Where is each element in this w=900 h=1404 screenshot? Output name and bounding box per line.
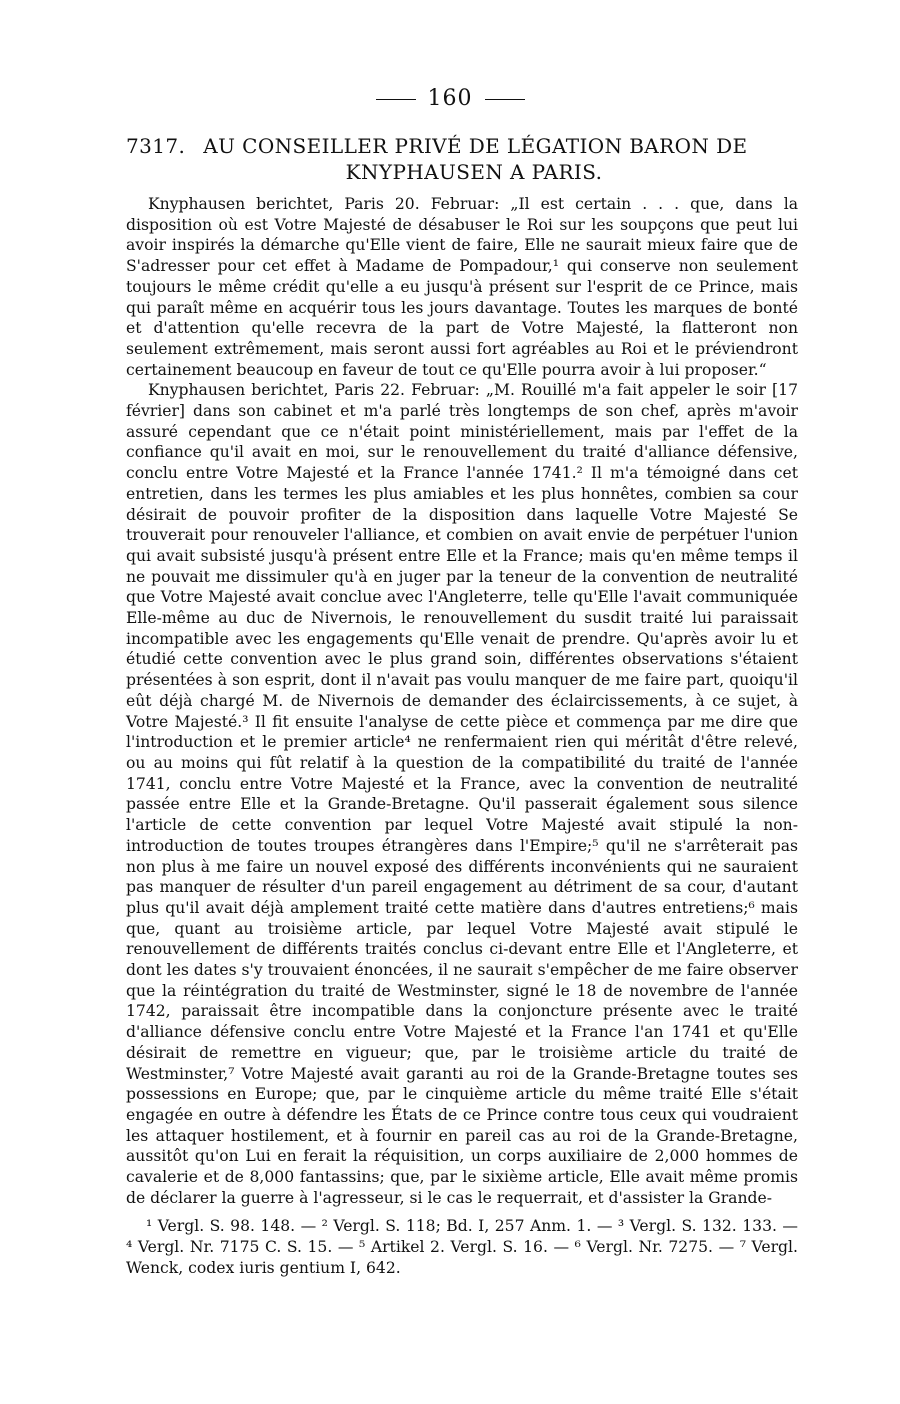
page-number: 160	[427, 86, 473, 111]
heading-line-1	[126, 134, 796, 158]
running-header	[0, 86, 900, 111]
heading-line-2: KNYPHAUSEN A PARIS.	[345, 160, 603, 184]
document-number: 7317.	[126, 134, 186, 158]
paragraph-2: Knyphausen berichtet, Paris 22. Februar: „M. Rouillé m'a fait appeler le soir [17 février] dans son cabinet et m'a parlé très longtemps de son chef, après m'avoir assuré cependant que ce n'était point ministériellement, mais par l'effet de la confiance qu'il avait en moi, sur le renouvellement du traité d'alliance défensive, conclu entre Votre Majesté et la France l'année 1741.² Il m'a témoigné dans cet entretien, dans les termes les plus amiables et les plus honnêtes, combien sa cour désirait de pouvoir profiter de la disposition dans laquelle Votre Majesté Se trouverait pour renouveler l'alliance, et combien on avait envie de perpétuer l'union qui avait subsisté jusqu'à présent entre Elle et la France; mais qu'en même temps il ne pouvait me dissimuler qu'à en juger par la teneur de la convention de neutralité que Votre Majesté avait conclue avec l'Angleterre, telle qu'Elle l'avait communiquée Elle-même au duc de Nivernois, le renouvellement du susdit traité lui paraissait incompatible avec les engagements qu'Elle venait de prendre. Qu'après avoir lu et étudié cette convention avec le plus grand soin, différentes observations s'étaient présentées à son esprit, dont il n'avait pas voulu manquer de me faire part, quoiqu'il eût déjà chargé M. de Nivernois de demander des éclaircissements, à ce sujet, à Votre Majesté.³ Il fit ensuite l'analyse de cette pièce et commença par me dire que l'introduction et le premier article⁴ ne renfermaient rien qui méritât d'être relevé, ou au moins qui fût relatif à la question de la compatibilité du traité de l'année 1741, conclu entre Votre Majesté et la France, avec la convention de neutralité passée entre Elle et la Grande-Bretagne. Qu'il passerait également sous silence l'article de cette convention par lequel Votre Majesté avait stipulé la non-introduction de toutes troupes étrangères dans l'Empire;⁵ qu'il ne s'arrêterait pas non plus à me faire un nouvel exposé des différents inconvénients qui ne sauraient pas manquer de résulter d'un pareil engagement au détriment de sa cour, d'autant plus qu'il avait déjà amplement traité cette matière dans d'autres entretiens;⁶ mais que, quant au troisième article, par lequel Votre Majesté avait stipulé le renouvellement de différents traités conclus ci-devant entre Elle et l'Angleterre, et dont les dates s'y trouvaient énoncées, il ne saurait s'empêcher de me faire observer que la réintégration du traité de Westminster, signé le 18 de novembre de l'année 1742, paraissait être incompatible dans la conjoncture présente avec le traité d'alliance défensive conclu entre Votre Majesté et la France l'an 1741 et qu'Elle désirait de remettre en vigueur; que, par le troisième article du traité de Westminster,⁷ Votre Majesté avait garanti au roi de la Grande-Bretagne toutes ses possessions en Europe; que, par le cinquième article du même traité Elle s'était engagée en outre à défendre les États de ce Prince contre tous ceux qui voudraient les attaquer hostilement, et à fournir en pareil cas au roi de la Grande-Bretagne, aussitôt qu'on Lui en ferait la réquisition, un corps auxiliaire de 2,000 hommes de cavalerie et de 8,000 fantassins; que, par le sixième article, Elle avait même promis de déclarer la guerre à l'agresseur, si le cas le requerrait, et d'assister la Grande-	[126, 381, 798, 1207]
footnote-text: ¹ Vergl. S. 98. 148. — ² Vergl. S. 118; Bd. I, 257 Anm. 1. — ³ Vergl. S. 132. 133. — ⁴ Vergl. Nr. 7175 C. S. 15. — ⁵ Artikel 2. Vergl. S. 16. — ⁶ Vergl. Nr. 7275. — ⁷ Vergl. Wenck, codex iuris gentium I, 642.	[126, 1217, 798, 1277]
document-body	[126, 194, 798, 1208]
header-rule-left	[376, 99, 416, 100]
heading-text-1: AU CONSEILLER PRIVÉ DE LÉGATION BARON DE	[203, 134, 748, 158]
header-rule-right	[485, 99, 525, 100]
paragraph-1: Knyphausen berichtet, Paris 20. Februar: „Il est certain . . . que, dans la disposition où est Votre Majesté de désabuser le Roi sur les soupçons que peut lui avoir inspirés la démarche qu'Elle vient de faire, Elle ne saurait mieux faire que de S'adresser pour cet effet à Madame de Pompadour,¹ qui conserve non seulement toujours le même crédit qu'elle a eu jusqu'à présent sur l'esprit de ce Prince, mais qui paraît même en acquérir tous les jours davantage. Toutes les marques de bonté et d'attention qu'elle recevra de la part de Votre Majesté, la flatteront non seulement extrêmement, mais seront aussi fort agréables au Roi et le préviendront certainement beaucoup en faveur de tout ce qu'Elle pourra avoir à lui proposer.“	[126, 195, 798, 379]
document-heading	[126, 134, 796, 184]
footnotes	[126, 1216, 798, 1279]
